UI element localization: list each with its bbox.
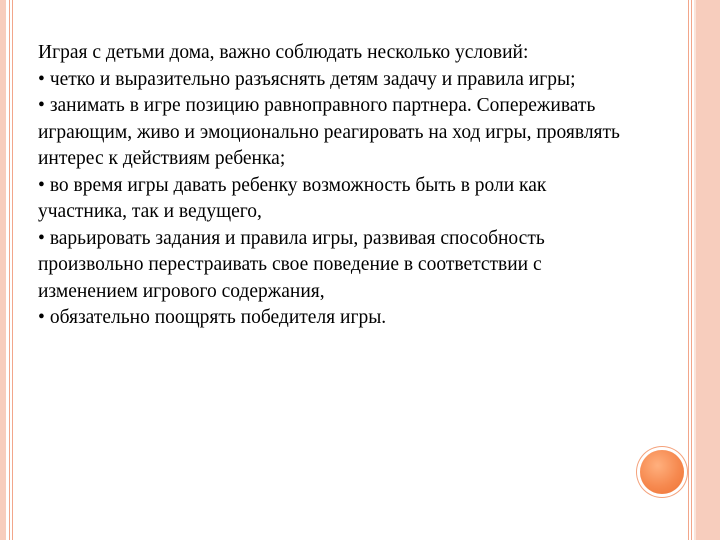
bullet-icon: • (38, 95, 45, 116)
bullet-icon: • (38, 227, 45, 249)
bullet-text: во время игры давать ребенку возможность быть в роли как участника, так и ведущего, (38, 174, 547, 222)
right-border-line (691, 0, 692, 540)
bullet-icon: • (38, 174, 45, 196)
bullet-icon: • (38, 68, 45, 90)
bullet-text: обязательно поощрять победителя игры. (49, 307, 387, 328)
bullet-item (38, 305, 638, 332)
decorative-circle (640, 450, 684, 494)
bullet-text: занимать в игре позицию равноправного партнера. Сопереживать играющим, живо и эмоционально реагировать на ход игры, проявлять интерес к действиям ребенка; (38, 95, 620, 169)
bullet-item (38, 93, 638, 173)
left-border-band (0, 0, 6, 540)
right-border-band (696, 0, 720, 540)
bullet-item (38, 226, 638, 306)
bullet-item (38, 173, 638, 226)
left-border-line (12, 0, 13, 540)
bullet-text: варьировать задания и правила игры, развивая способность произвольно перестраивать свое поведение в соответствии с изменением игрового содержания, (38, 227, 545, 302)
bullet-text: четко и выразительно разъяснять детям задачу и правила игры; (49, 68, 576, 90)
right-border-line (688, 0, 689, 540)
bullet-icon: • (38, 307, 45, 328)
bullet-item (38, 67, 638, 94)
left-border-line (9, 0, 10, 540)
intro-text: Играя с детьми дома, важно соблюдать несколько условий: (38, 42, 529, 63)
slide-text-body (38, 40, 638, 332)
